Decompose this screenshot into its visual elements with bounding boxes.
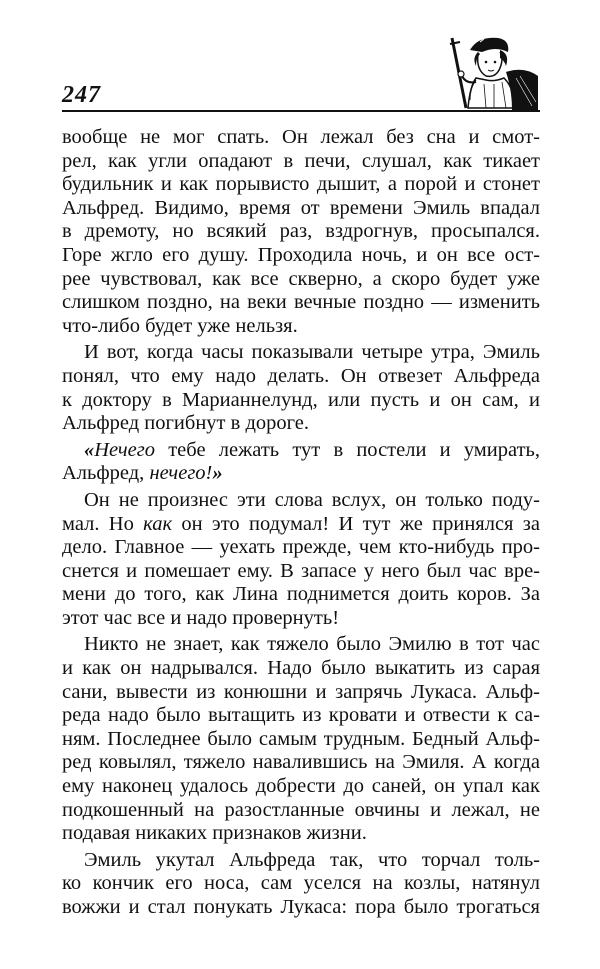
header-rule xyxy=(62,110,540,112)
text-line: подкошенный на разостланные овчины и лежал, не xyxy=(62,798,540,821)
text-line: подавая никаких признаков жизни. xyxy=(62,822,367,845)
text-fragment: он это подумал! И тут же принялся за xyxy=(172,512,540,535)
text-line: ред ковылял, тяжело навалившись на Эмиля. А когда xyxy=(62,751,540,774)
text-line: Альфред. Видимо, время от времени Эмиль впадал xyxy=(62,196,540,219)
text-line: и как он надрывался. Надо было выкатить из сарая xyxy=(62,657,540,680)
text-line: что-либо будет уже нельзя. xyxy=(62,314,298,337)
quote-open: « xyxy=(84,438,95,461)
quote-text: тебе лежать тут в постели и умирать, xyxy=(155,438,540,461)
text-line: вожжи и стал понукать Лукаса: пора было трогаться xyxy=(62,896,540,918)
text-line: Никто не знает, как тяжело было Эмилю в тот час xyxy=(84,633,540,656)
text-fragment: мал. Но xyxy=(62,512,144,535)
text-line: к доктору в Марианнелунд, или пусть и он сам, и xyxy=(62,388,540,411)
quote-word: нечего! xyxy=(149,462,213,485)
quote-close: » xyxy=(212,462,223,485)
text-line: ко кончик его носа, сам уселся на козлы, натянул xyxy=(62,872,540,895)
text-line: вообще не мог спать. Он лежал без сна и смот- xyxy=(62,126,540,148)
text-line: снется и помешает ему. В запасе у него был час вре- xyxy=(62,559,540,582)
text-line: дело. Главное — уехать прежде, чем кто-нибудь про- xyxy=(62,536,540,559)
text-line: понял, что ему надо делать. Он отвезет Альфреда xyxy=(62,364,540,387)
text-line: Он не произнес эти слова вслух, он только поду- xyxy=(84,488,540,511)
page-number: 247 xyxy=(62,82,101,108)
text-line: мени до того, как Лина поднимется доить коров. За xyxy=(62,583,540,606)
text-line: И вот, когда часы показывали четыре утра, Эмиль xyxy=(84,341,540,364)
quote-text: Альфред, xyxy=(62,462,150,485)
text-line: ему наконец удалось добрести до саней, он упал как xyxy=(62,775,540,798)
text-line: в дремоту, но всякий раз, вздрогнув, просыпался. xyxy=(62,220,540,243)
text-line: Эмиль укутал Альфреда так, что торчал толь- xyxy=(84,848,540,871)
emphasis-word: как xyxy=(143,512,173,535)
text-line xyxy=(62,513,540,537)
text-line: слишком поздно, на веки вечные поздно — изменить xyxy=(62,291,540,314)
quote-line xyxy=(62,439,540,463)
text-line: рее чувствовал, как все скверно, а скоро будет уже xyxy=(62,267,540,290)
page-text xyxy=(62,126,540,920)
quote-word: Нечего xyxy=(94,438,156,461)
page-header xyxy=(62,30,540,114)
text-line: рел, как угли опадают в печи, слушал, как тикает xyxy=(62,149,540,172)
text-line: Горе жгло его душу. Проходила ночь, и он все ост- xyxy=(62,243,540,266)
text-line: ням. Последнее было самым трудным. Бедный Альф- xyxy=(62,727,540,750)
text-line: реда надо было вытащить из кровати и отвести к са- xyxy=(62,704,540,727)
boy-with-whip-illustration-icon xyxy=(400,30,540,112)
quote-line xyxy=(62,462,540,486)
text-line: Альфред погибнут в дороге. xyxy=(62,412,309,435)
text-line: сани, вывести из конюшни и запрячь Лукаса. Альф- xyxy=(62,680,540,703)
text-line: будильник и как порывисто дышит, а порой и стонет xyxy=(62,173,540,196)
text-line: этот час все и надо провернуть! xyxy=(62,606,340,629)
